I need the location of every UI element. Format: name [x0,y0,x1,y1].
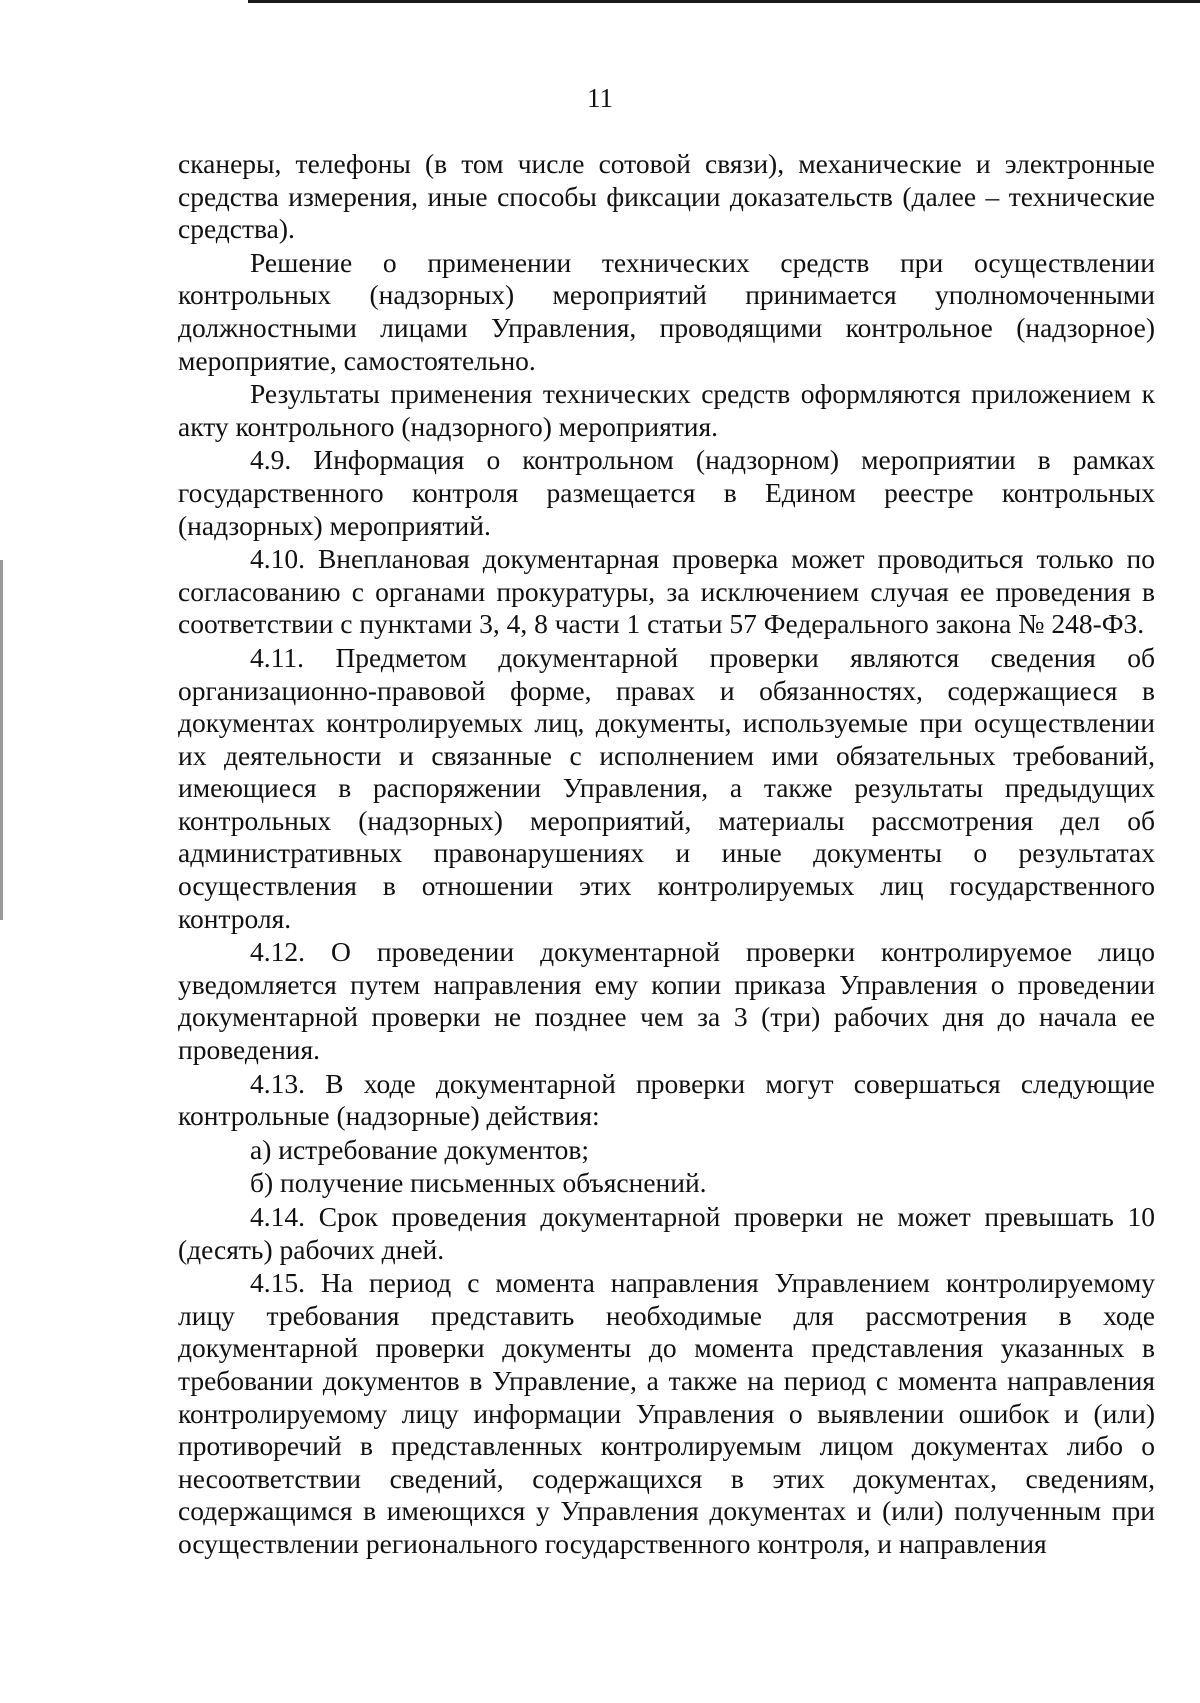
paragraph-decision-on-technical-means: Решение о применении технических средств при осуществлении контрольных (надзорных) мероприятий принимается уполномоченными должностными лицами Управления, проводящими контрольное (надзорное) мероприятие, самостоятельно. [178,246,1155,376]
paragraph-technical-means-results: Результаты применения технических средств оформляются приложением к акту контрольного (надзорного) мероприятия. [178,378,1155,442]
paragraph-4-12: 4.12. О проведении документарной проверки контролируемое лицо уведомляется путем направления ему копии приказа Управления о проведении документарной проверки не позднее чем за 3 (три) рабочих дня до начала ее проведения. [178,936,1155,1066]
list-item-a: а) истребование документов; [250,1133,590,1165]
paragraph-4-10: 4.10. Внеплановая документарная проверка может проводиться только по согласованию с органами прокуратуры, за исключением случая ее проведения в соответствии с пунктами 3, 4, 8 части 1 статьи 57 Федерального закона № 248-ФЗ. [178,543,1155,640]
paragraph-4-11: 4.11. Предметом документарной проверки являются сведения об организационно-правовой форме, правах и обязанностях, содержащиеся в документах контролируемых лиц, документы, используемые при осуществлении их деятельности и связанные с исполнением ими обязательных требований, имеющиеся в распоряжении Управления, а также результаты предыдущих контрольных (надзорных) мероприятий, материалы рассмотрения дел об административных правонарушениях и иные документы о результатах осуществления в отношении этих контролируемых лиц государственного контроля. [178,641,1155,934]
paragraph-4-9: 4.9. Информация о контрольном (надзорном) мероприятии в рамках государственного контроля размещается в Едином реестре контрольных (надзорных) мероприятий. [178,444,1155,541]
page-number: 11 [587,83,613,113]
scan-edge-shadow [0,560,3,920]
document-body [178,148,1155,1562]
list-item-b: б) получение письменных объяснений. [250,1167,707,1199]
paragraph-technical-means-list: сканеры, телефоны (в том числе сотовой связи), механические и электронные средства измерения, иные способы фиксации доказательств (далее – технические средства). [178,148,1155,245]
paragraph-4-13: 4.13. В ходе документарной проверки могут совершаться следующие контрольные (надзорные) действия: [178,1067,1155,1132]
paragraph-4-15: 4.15. На период с момента направления Управлением контролируемому лицу требования представить необходимые для рассмотрения в ходе документарной проверки документы до момента представления указанных в требовании документов в Управление, а также на период с момента направления контролируемому лицу информации Управления о выявлении ошибок и (или) противоречий в представленных контролируемым лицом документах либо о несоответствии сведений, содержащихся в этих документах, сведениям, содержащимся в имеющихся у Управления документах и (или) полученным при осуществлении регионального государственного контроля, и направления [178,1267,1155,1559]
top-border-line [248,0,1200,3]
paragraph-4-14: 4.14. Срок проведения документарной проверки не может превышать 10 (десять) рабочих дней. [178,1201,1155,1265]
